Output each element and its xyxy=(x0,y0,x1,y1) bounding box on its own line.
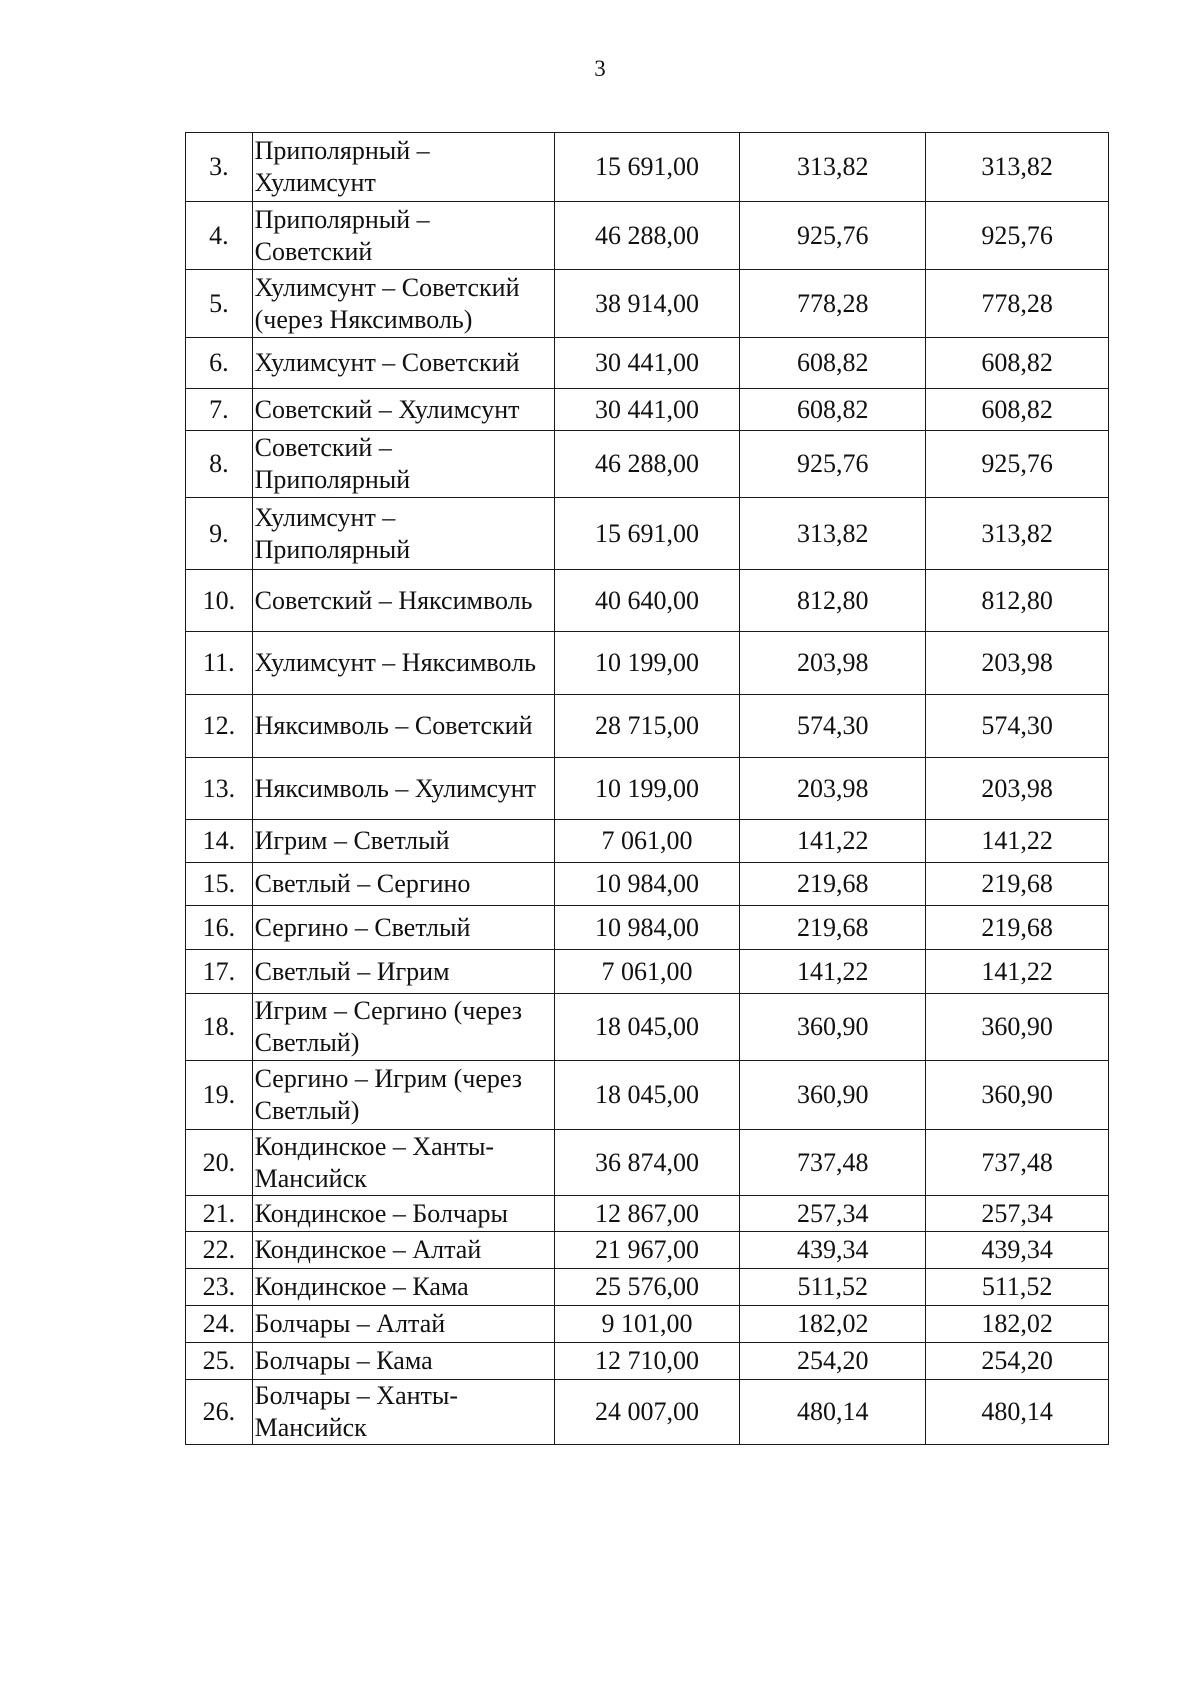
value-total: 25 576,00 xyxy=(554,1269,740,1306)
value-col4: 141,22 xyxy=(926,950,1109,994)
row-number: 7. xyxy=(186,389,253,431)
table-row xyxy=(186,906,1109,950)
route-name: Советский – Няксимволь xyxy=(252,570,554,632)
value-col4: 360,90 xyxy=(926,994,1109,1061)
value-total: 12 867,00 xyxy=(554,1196,740,1232)
row-number: 16. xyxy=(186,906,253,950)
value-col4: 737,48 xyxy=(926,1130,1109,1196)
value-col3: 925,76 xyxy=(740,431,926,498)
route-name: Хулимсунт – Няксимволь xyxy=(252,632,554,695)
table-row xyxy=(186,202,1109,270)
value-col3: 313,82 xyxy=(740,133,926,202)
value-col3: 182,02 xyxy=(740,1306,926,1343)
value-col4: 925,76 xyxy=(926,202,1109,270)
value-total: 18 045,00 xyxy=(554,1061,740,1130)
row-number: 6. xyxy=(186,338,253,389)
value-total: 24 007,00 xyxy=(554,1380,740,1445)
value-col3: 141,22 xyxy=(740,950,926,994)
value-col4: 203,98 xyxy=(926,758,1109,820)
value-col4: 313,82 xyxy=(926,133,1109,202)
row-number: 12. xyxy=(186,695,253,758)
value-col4: 182,02 xyxy=(926,1306,1109,1343)
value-total: 9 101,00 xyxy=(554,1306,740,1343)
value-col3: 737,48 xyxy=(740,1130,926,1196)
value-col4: 203,98 xyxy=(926,632,1109,695)
row-number: 8. xyxy=(186,431,253,498)
row-number: 10. xyxy=(186,570,253,632)
row-number: 17. xyxy=(186,950,253,994)
value-col4: 219,68 xyxy=(926,906,1109,950)
table-row xyxy=(186,133,1109,202)
table-row xyxy=(186,758,1109,820)
table-row xyxy=(186,950,1109,994)
table-row xyxy=(186,1130,1109,1196)
route-name: Болчары – Алтай xyxy=(252,1306,554,1343)
value-col4: 480,14 xyxy=(926,1380,1109,1445)
row-number: 4. xyxy=(186,202,253,270)
value-col3: 925,76 xyxy=(740,202,926,270)
value-col3: 480,14 xyxy=(740,1380,926,1445)
value-col3: 608,82 xyxy=(740,338,926,389)
value-total: 7 061,00 xyxy=(554,950,740,994)
row-number: 3. xyxy=(186,133,253,202)
value-col4: 511,52 xyxy=(926,1269,1109,1306)
table-row xyxy=(186,1269,1109,1306)
value-col3: 778,28 xyxy=(740,270,926,338)
table-row xyxy=(186,1196,1109,1232)
value-col4: 574,30 xyxy=(926,695,1109,758)
route-name: Приполярный – Советский xyxy=(252,202,554,270)
table-row xyxy=(186,570,1109,632)
route-name: Игрим – Сергино (через Светлый) xyxy=(252,994,554,1061)
table-row xyxy=(186,270,1109,338)
table-row xyxy=(186,1306,1109,1343)
table-row xyxy=(186,820,1109,863)
route-name: Хулимсунт – Советский xyxy=(252,338,554,389)
value-col3: 203,98 xyxy=(740,758,926,820)
value-col3: 812,80 xyxy=(740,570,926,632)
value-col3: 360,90 xyxy=(740,1061,926,1130)
value-total: 10 199,00 xyxy=(554,632,740,695)
value-total: 21 967,00 xyxy=(554,1232,740,1269)
route-name: Болчары – Ханты-Мансийск xyxy=(252,1380,554,1445)
route-name: Няксимволь – Советский xyxy=(252,695,554,758)
value-col3: 574,30 xyxy=(740,695,926,758)
route-name: Кондинское – Алтай xyxy=(252,1232,554,1269)
value-total: 15 691,00 xyxy=(554,133,740,202)
route-name: Светлый – Игрим xyxy=(252,950,554,994)
route-name: Сергино – Светлый xyxy=(252,906,554,950)
table-body xyxy=(186,133,1109,1445)
value-total: 15 691,00 xyxy=(554,498,740,570)
row-number: 23. xyxy=(186,1269,253,1306)
table-row xyxy=(186,863,1109,906)
value-col3: 511,52 xyxy=(740,1269,926,1306)
row-number: 5. xyxy=(186,270,253,338)
value-col4: 141,22 xyxy=(926,820,1109,863)
value-col4: 925,76 xyxy=(926,431,1109,498)
value-col4: 257,34 xyxy=(926,1196,1109,1232)
value-col3: 360,90 xyxy=(740,994,926,1061)
value-col3: 254,20 xyxy=(740,1343,926,1380)
route-name: Кондинское – Кама xyxy=(252,1269,554,1306)
route-name: Хулимсунт – Советский (через Няксимволь) xyxy=(252,270,554,338)
value-total: 40 640,00 xyxy=(554,570,740,632)
route-name: Болчары – Кама xyxy=(252,1343,554,1380)
value-total: 30 441,00 xyxy=(554,338,740,389)
value-total: 46 288,00 xyxy=(554,431,740,498)
value-col4: 254,20 xyxy=(926,1343,1109,1380)
page-number: 3 xyxy=(594,56,606,81)
value-col3: 203,98 xyxy=(740,632,926,695)
value-total: 10 984,00 xyxy=(554,863,740,906)
route-name: Приполярный – Хулимсунт xyxy=(252,133,554,202)
row-number: 21. xyxy=(186,1196,253,1232)
row-number: 19. xyxy=(186,1061,253,1130)
value-col3: 219,68 xyxy=(740,863,926,906)
value-col3: 439,34 xyxy=(740,1232,926,1269)
value-total: 7 061,00 xyxy=(554,820,740,863)
table-row xyxy=(186,498,1109,570)
row-number: 22. xyxy=(186,1232,253,1269)
table-row xyxy=(186,1380,1109,1445)
value-total: 10 199,00 xyxy=(554,758,740,820)
table-row xyxy=(186,1232,1109,1269)
row-number: 13. xyxy=(186,758,253,820)
value-col3: 257,34 xyxy=(740,1196,926,1232)
value-col4: 778,28 xyxy=(926,270,1109,338)
value-col4: 360,90 xyxy=(926,1061,1109,1130)
route-name: Няксимволь – Хулимсунт xyxy=(252,758,554,820)
value-total: 10 984,00 xyxy=(554,906,740,950)
table-row xyxy=(186,695,1109,758)
value-total: 30 441,00 xyxy=(554,389,740,431)
row-number: 9. xyxy=(186,498,253,570)
value-col4: 313,82 xyxy=(926,498,1109,570)
table-row xyxy=(186,338,1109,389)
value-col4: 608,82 xyxy=(926,389,1109,431)
value-total: 36 874,00 xyxy=(554,1130,740,1196)
value-col4: 608,82 xyxy=(926,338,1109,389)
route-name: Кондинское – Болчары xyxy=(252,1196,554,1232)
table-row xyxy=(186,389,1109,431)
value-total: 12 710,00 xyxy=(554,1343,740,1380)
row-number: 15. xyxy=(186,863,253,906)
value-col4: 439,34 xyxy=(926,1232,1109,1269)
row-number: 18. xyxy=(186,994,253,1061)
value-col3: 219,68 xyxy=(740,906,926,950)
value-col3: 141,22 xyxy=(740,820,926,863)
route-name: Хулимсунт – Приполярный xyxy=(252,498,554,570)
row-number: 20. xyxy=(186,1130,253,1196)
route-table xyxy=(185,132,1109,1445)
row-number: 26. xyxy=(186,1380,253,1445)
table-row xyxy=(186,632,1109,695)
table-row xyxy=(186,994,1109,1061)
row-number: 14. xyxy=(186,820,253,863)
route-name: Светлый – Сергино xyxy=(252,863,554,906)
route-name: Советский – Приполярный xyxy=(252,431,554,498)
value-total: 46 288,00 xyxy=(554,202,740,270)
route-name: Сергино – Игрим (через Светлый) xyxy=(252,1061,554,1130)
value-total: 18 045,00 xyxy=(554,994,740,1061)
value-col3: 313,82 xyxy=(740,498,926,570)
route-name: Игрим – Светлый xyxy=(252,820,554,863)
table-row xyxy=(186,1061,1109,1130)
route-name: Кондинское – Ханты-Мансийск xyxy=(252,1130,554,1196)
row-number: 25. xyxy=(186,1343,253,1380)
row-number: 11. xyxy=(186,632,253,695)
value-col4: 812,80 xyxy=(926,570,1109,632)
value-total: 38 914,00 xyxy=(554,270,740,338)
row-number: 24. xyxy=(186,1306,253,1343)
route-name: Советский – Хулимсунт xyxy=(252,389,554,431)
value-col4: 219,68 xyxy=(926,863,1109,906)
table-row xyxy=(186,431,1109,498)
table-row xyxy=(186,1343,1109,1380)
value-total: 28 715,00 xyxy=(554,695,740,758)
value-col3: 608,82 xyxy=(740,389,926,431)
